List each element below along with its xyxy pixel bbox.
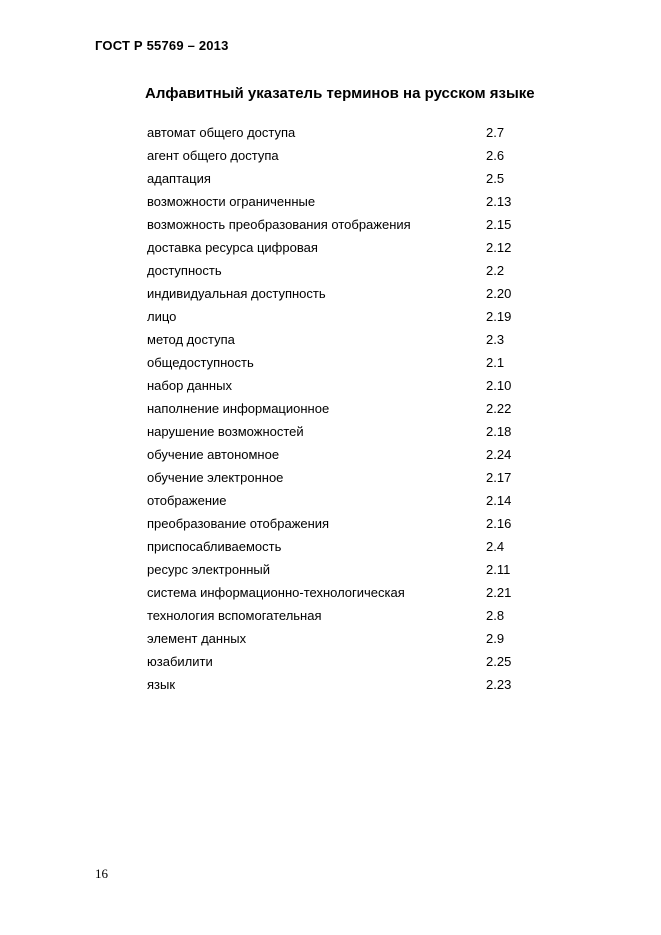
index-reference: 2.2 xyxy=(486,263,505,278)
index-entry xyxy=(147,240,527,263)
index-reference: 2.3 xyxy=(486,332,505,347)
index-term: система информационно-технологическая xyxy=(147,585,405,600)
page-number: 16 xyxy=(95,866,108,881)
index-entry xyxy=(147,378,527,401)
index-term: наполнение информационное xyxy=(147,401,330,416)
index-reference: 2.8 xyxy=(486,608,505,623)
index-term: ресурс электронный xyxy=(147,562,271,577)
index-entry xyxy=(147,539,527,562)
index-term: лицо xyxy=(147,309,177,324)
index-term: юзабилити xyxy=(147,654,213,669)
index-reference: 2.20 xyxy=(486,286,512,301)
index-reference: 2.16 xyxy=(486,516,512,531)
index-term: возможности ограниченные xyxy=(147,194,316,209)
index-reference: 2.18 xyxy=(486,424,512,439)
index-term: автомат общего доступа xyxy=(147,125,296,140)
index-term: метод доступа xyxy=(147,332,235,347)
index-entry xyxy=(147,148,527,171)
index-entry xyxy=(147,654,527,677)
index-entry xyxy=(147,562,527,585)
index-term: возможность преобразования отображения xyxy=(147,217,411,232)
index-entry xyxy=(147,516,527,539)
index-entry xyxy=(147,355,527,378)
index-entry xyxy=(147,125,527,148)
index-reference: 2.22 xyxy=(486,401,512,416)
index-entry xyxy=(147,309,527,332)
index-term: доставка ресурса цифровая xyxy=(147,240,318,255)
index-entry xyxy=(147,447,527,470)
index-reference: 2.14 xyxy=(486,493,512,508)
index-reference: 2.12 xyxy=(486,240,512,255)
index-entry xyxy=(147,424,527,447)
document-header: ГОСТ Р 55769 – 2013 xyxy=(95,38,229,53)
index-entry xyxy=(147,194,527,217)
index-entry xyxy=(147,585,527,608)
index-term: преобразование отображения xyxy=(147,516,330,531)
index-entry xyxy=(147,470,527,493)
index-reference: 2.13 xyxy=(486,194,512,209)
index-reference: 2.17 xyxy=(486,470,512,485)
index-term: индивидуальная доступность xyxy=(147,286,326,301)
term-index-list xyxy=(147,125,527,700)
index-term: доступность xyxy=(147,263,222,278)
index-entry xyxy=(147,401,527,424)
index-reference: 2.15 xyxy=(486,217,512,232)
index-entry xyxy=(147,332,527,355)
index-term: набор данных xyxy=(147,378,232,393)
index-term: отображение xyxy=(147,493,227,508)
index-reference: 2.19 xyxy=(486,309,512,324)
index-term: общедоступность xyxy=(147,355,254,370)
index-reference: 2.11 xyxy=(486,562,511,577)
index-reference: 2.4 xyxy=(486,539,505,554)
index-term: технология вспомогательная xyxy=(147,608,322,623)
index-entry xyxy=(147,677,527,700)
index-term: агент общего доступа xyxy=(147,148,279,163)
index-entry xyxy=(147,493,527,516)
index-reference: 2.23 xyxy=(486,677,512,692)
index-reference: 2.5 xyxy=(486,171,505,186)
index-term: обучение автономное xyxy=(147,447,280,462)
page-title: Алфавитный указатель терминов на русском языке xyxy=(145,85,535,102)
index-term: язык xyxy=(147,677,176,692)
index-entry xyxy=(147,608,527,631)
index-term: обучение электронное xyxy=(147,470,284,485)
index-reference: 2.25 xyxy=(486,654,512,669)
index-reference: 2.21 xyxy=(486,585,512,600)
index-term: приспосабливаемость xyxy=(147,539,282,554)
index-entry xyxy=(147,631,527,654)
index-entry xyxy=(147,263,527,286)
index-reference: 2.9 xyxy=(486,631,505,646)
index-reference: 2.24 xyxy=(486,447,512,462)
index-entry xyxy=(147,286,527,309)
index-term: адаптация xyxy=(147,171,211,186)
index-term: нарушение возможностей xyxy=(147,424,304,439)
index-term: элемент данных xyxy=(147,631,247,646)
index-reference: 2.10 xyxy=(486,378,512,393)
index-entry xyxy=(147,171,527,194)
index-entry xyxy=(147,217,527,240)
index-reference: 2.6 xyxy=(486,148,505,163)
index-reference: 2.7 xyxy=(486,125,505,140)
index-reference: 2.1 xyxy=(486,355,505,370)
